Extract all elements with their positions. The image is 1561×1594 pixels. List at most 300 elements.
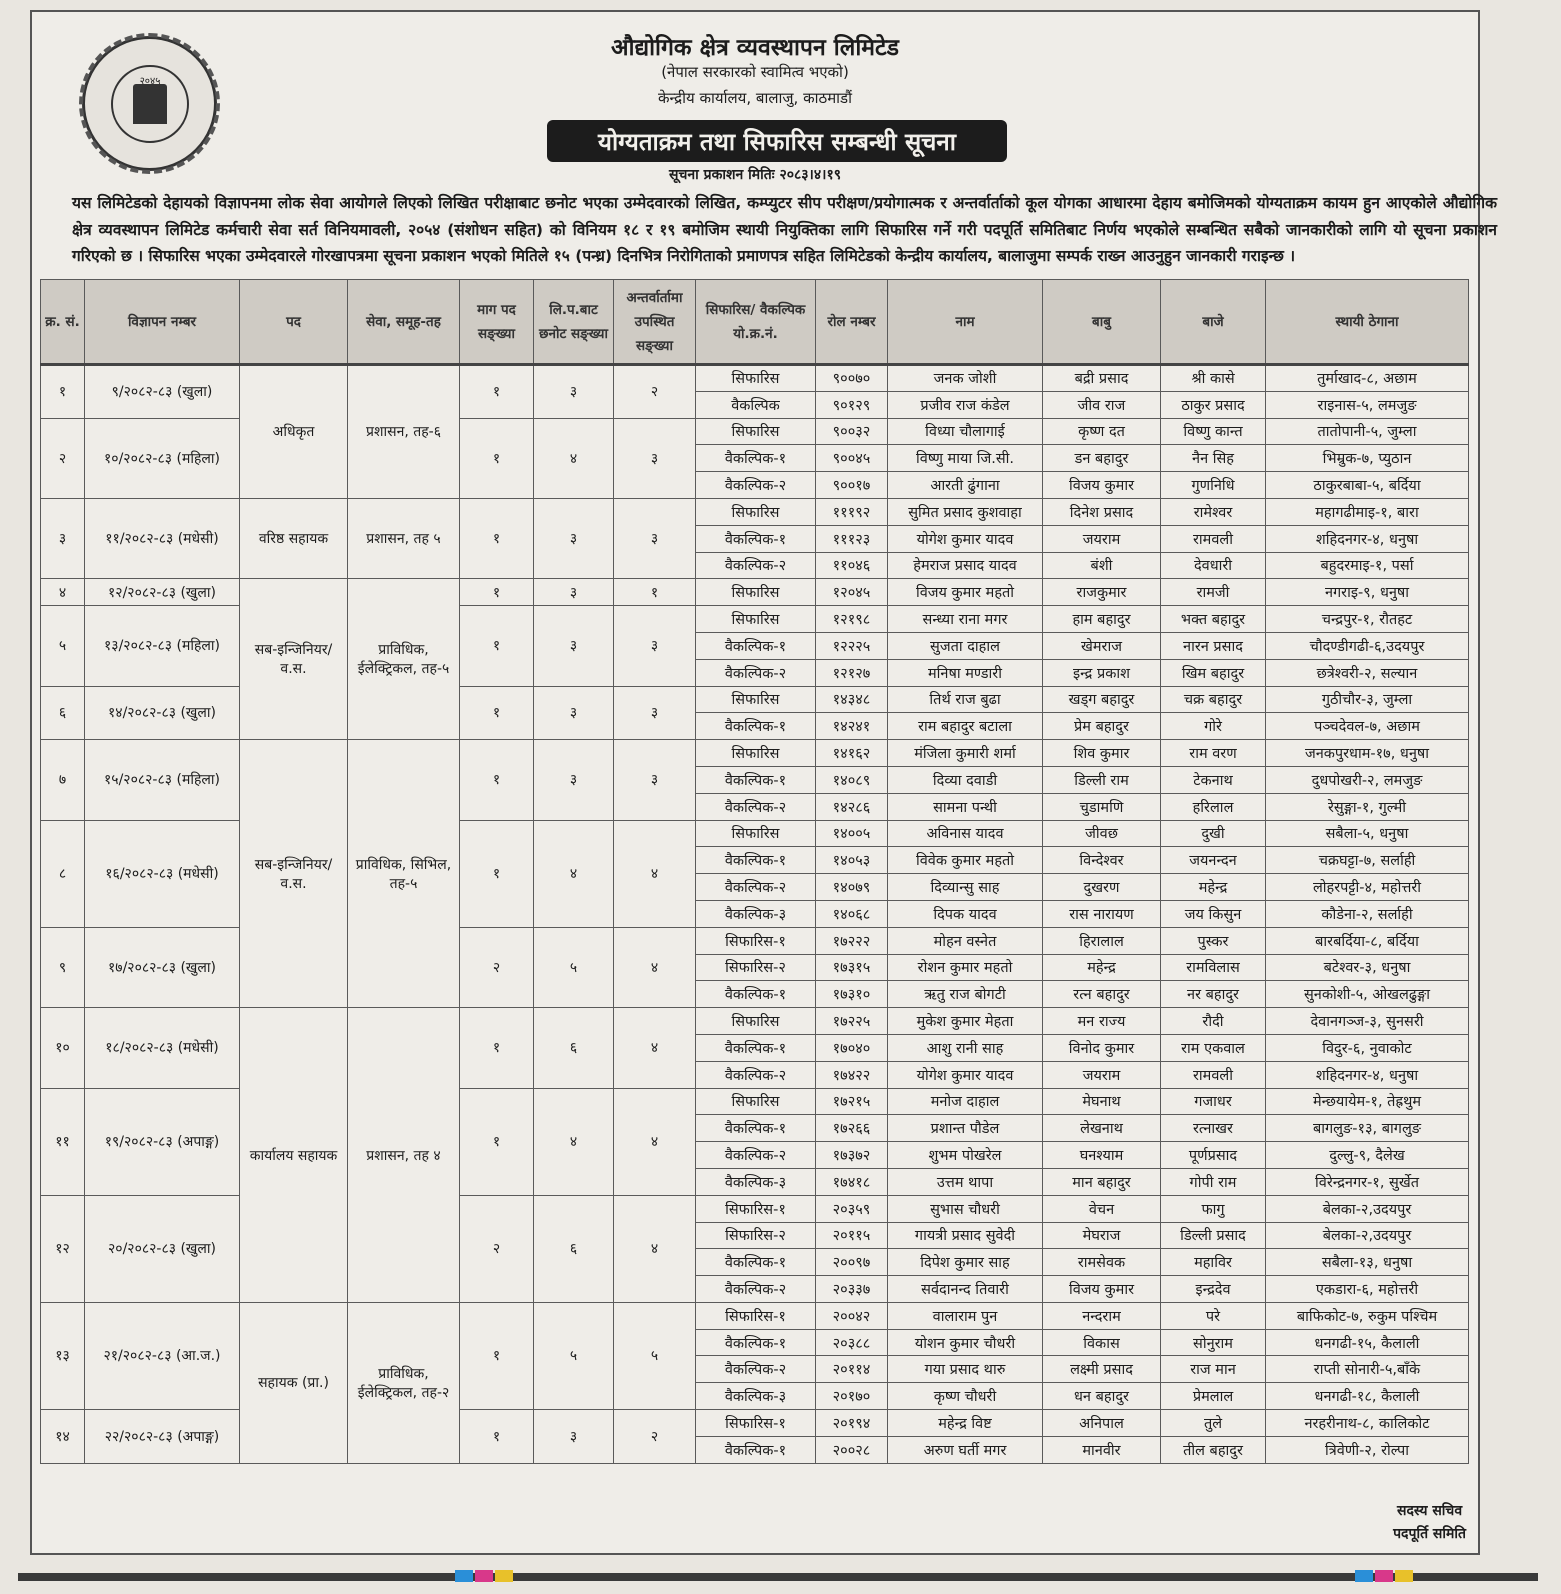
candidate-address: दुल्लु-९, दैलेख bbox=[1266, 1142, 1469, 1169]
intro-paragraph: यस लिमिटेडको देहायको विज्ञापनमा लोक सेवा आयोगले लिएको लिखित परीक्षाबाट छनोट भएका उम्मेदवारको लिखित, कम्प्युटर सीप परीक्षण/प्रयोगात्मक र अन्तर्वार्ताको कूल योगका आधारमा देहाय बमोजिमको योग्यताक्रम कायम हुन आएकोले औद्योगिक क्षेत्र व्यवस्थापन लिमिटेड कर्मचारी सेवा सर्त विनियमावली, २०५४ (संशोधन सहित) को विनियम १८ र १९ बमोजिम स्थायी नियुक्तिका लागि सिफारिस गर्ने गरी पदपूर्ति समितिबाट निर्णय भएकोले सम्बन्धित सबैको जानकारीको लागि यो सूचना प्रकाशन गरिएको छ । सिफारिस भएका उम्मेदवारले गोरखापत्रमा सूचना प्रकाशन भएको मितिले १५ (पन्ध्र) दिनभित्र निरोगिताको प्रमाणपत्र सहित लिमिटेडको केन्द्रीय कार्यालय, बालाजुमा सम्पर्क राख्न आउनुहुन जानकारी गराइन्छ । bbox=[72, 194, 1497, 265]
candidate-roll: २००४२ bbox=[816, 1302, 888, 1329]
candidate-address: दुधपोखरी-२, लमजुङ bbox=[1266, 766, 1469, 793]
candidate-type: वैकल्पिक-२ bbox=[696, 552, 816, 579]
candidate-father: मेघनाथ bbox=[1043, 1088, 1161, 1115]
candidate-name: तिर्थ राज बुढा bbox=[888, 686, 1043, 713]
advertisement-number: १९/२०८२-८३ (अपाङ्ग) bbox=[85, 1088, 240, 1195]
candidate-grandfather: राज मान bbox=[1161, 1356, 1266, 1383]
candidate-name: योगेश कुमार यादव bbox=[888, 525, 1043, 552]
candidate-type: वैकल्पिक bbox=[696, 391, 816, 418]
candidate-father: खेमराज bbox=[1043, 632, 1161, 659]
candidate-roll: १७२२५ bbox=[816, 1008, 888, 1035]
candidate-name: मुकेश कुमार मेहता bbox=[888, 1008, 1043, 1035]
service-group-level: प्राविधिक, ईलेक्ट्रिकल, तह-५ bbox=[348, 579, 460, 740]
candidate-father: विनोद कुमार bbox=[1043, 1034, 1161, 1061]
demand-count: १ bbox=[460, 1302, 534, 1409]
candidate-address: बारबर्दिया-८, बर्दिया bbox=[1266, 927, 1469, 954]
candidate-roll: ९०१२९ bbox=[816, 391, 888, 418]
post-name: सब-इन्जिनियर/व.स. bbox=[240, 740, 348, 1008]
demand-count: १ bbox=[460, 365, 534, 419]
candidate-name: विष्णु माया जि.सी. bbox=[888, 445, 1043, 472]
interview-present-count: ४ bbox=[614, 927, 696, 1007]
candidate-name: आशु रानी साह bbox=[888, 1034, 1043, 1061]
candidate-grandfather: महेन्द्र bbox=[1161, 874, 1266, 901]
interview-present-count: ३ bbox=[614, 498, 696, 578]
candidate-name: दिपेश कुमार साह bbox=[888, 1249, 1043, 1276]
advertisement-number: १०/२०८२-८३ (महिला) bbox=[85, 418, 240, 498]
service-group-level: प्रशासन, तह ५ bbox=[348, 498, 460, 578]
col-header-selected: लि.प.बाट छनोट सङ्ख्या bbox=[534, 280, 614, 365]
candidate-type: वैकल्पिक-३ bbox=[696, 1383, 816, 1410]
candidate-type: वैकल्पिक-२ bbox=[696, 659, 816, 686]
candidate-grandfather: खिम बहादुर bbox=[1161, 659, 1266, 686]
candidate-address: गुठीचौर-३, जुम्ला bbox=[1266, 686, 1469, 713]
candidate-grandfather: रामजी bbox=[1161, 579, 1266, 606]
candidate-address: लोहरपट्टी-४, महोत्तरी bbox=[1266, 874, 1469, 901]
candidate-grandfather: नारन प्रसाद bbox=[1161, 632, 1266, 659]
advertisement-number: १७/२०८२-८३ (खुला) bbox=[85, 927, 240, 1007]
advertisement-number: ९/२०८२-८३ (खुला) bbox=[85, 365, 240, 419]
candidate-roll: ९००४५ bbox=[816, 445, 888, 472]
candidate-address: सुनकोशी-५, ओखलढुङ्गा bbox=[1266, 981, 1469, 1008]
candidate-father: खड्ग बहादुर bbox=[1043, 686, 1161, 713]
candidate-address: एकडारा-६, महोत्तरी bbox=[1266, 1276, 1469, 1303]
candidate-father: हिरालाल bbox=[1043, 927, 1161, 954]
interview-present-count: ५ bbox=[614, 1302, 696, 1409]
candidate-name: अविनास यादव bbox=[888, 820, 1043, 847]
candidate-type: सिफारिस bbox=[696, 418, 816, 445]
advertisement-number: ११/२०८२-८३ (मधेसी) bbox=[85, 498, 240, 578]
selected-count: ६ bbox=[534, 1195, 614, 1302]
candidate-type: सिफारिस-१ bbox=[696, 1302, 816, 1329]
serial-number: १४ bbox=[41, 1410, 85, 1464]
candidate-father: मन राज्य bbox=[1043, 1008, 1161, 1035]
candidate-father: रत्न बहादुर bbox=[1043, 981, 1161, 1008]
selected-count: ३ bbox=[534, 1410, 614, 1464]
candidate-name: मंजिला कुमारी शर्मा bbox=[888, 740, 1043, 767]
candidate-type: वैकल्पिक-२ bbox=[696, 874, 816, 901]
candidate-roll: २०११५ bbox=[816, 1222, 888, 1249]
candidate-father: राजकुमार bbox=[1043, 579, 1161, 606]
candidate-father: मेघराज bbox=[1043, 1222, 1161, 1249]
table-row bbox=[41, 1302, 1469, 1329]
post-name: सब-इन्जिनियर/व.स. bbox=[240, 579, 348, 740]
signature-committee: पदपूर्ति समिति bbox=[1393, 1526, 1466, 1542]
candidate-address: नगराइ-९, धनुषा bbox=[1266, 579, 1469, 606]
table-row bbox=[41, 498, 1469, 525]
candidate-address: बहुदरमाइ-१, पर्सा bbox=[1266, 552, 1469, 579]
serial-number: ३ bbox=[41, 498, 85, 578]
candidate-address: शहिदनगर-४, धनुषा bbox=[1266, 525, 1469, 552]
serial-number: ८ bbox=[41, 820, 85, 927]
candidate-roll: १७३७२ bbox=[816, 1142, 888, 1169]
serial-number: ११ bbox=[41, 1088, 85, 1195]
ownership-line: (नेपाल सरकारको स्वामित्व भएको) bbox=[661, 63, 849, 81]
candidate-roll: १७४१८ bbox=[816, 1168, 888, 1195]
candidate-name: प्रशान्त पौडेल bbox=[888, 1115, 1043, 1142]
candidate-grandfather: भक्त बहादुर bbox=[1161, 606, 1266, 633]
candidate-roll: १४२८६ bbox=[816, 793, 888, 820]
candidate-roll: २०११४ bbox=[816, 1356, 888, 1383]
candidate-name: विध्या चौलागाई bbox=[888, 418, 1043, 445]
col-header-type: सिफारिस/ वैकल्पिक यो.क्र.नं. bbox=[696, 280, 816, 365]
col-header-grandfather: बाजे bbox=[1161, 280, 1266, 365]
candidate-address: धनगढी-१८, कैलाली bbox=[1266, 1383, 1469, 1410]
candidate-name: योगेश कुमार यादव bbox=[888, 1061, 1043, 1088]
advertisement-number: १६/२०८२-८३ (मधेसी) bbox=[85, 820, 240, 927]
candidate-roll: १४२४१ bbox=[816, 713, 888, 740]
candidate-roll: १२०४५ bbox=[816, 579, 888, 606]
candidate-name: मनोज दाहाल bbox=[888, 1088, 1043, 1115]
candidate-grandfather: दुखी bbox=[1161, 820, 1266, 847]
candidate-grandfather: रत्नाखर bbox=[1161, 1115, 1266, 1142]
candidate-name: वालाराम पुन bbox=[888, 1302, 1043, 1329]
candidate-grandfather: फागु bbox=[1161, 1195, 1266, 1222]
candidate-roll: १२१२७ bbox=[816, 659, 888, 686]
candidate-father: जयराम bbox=[1043, 1061, 1161, 1088]
candidate-roll: १४०७९ bbox=[816, 874, 888, 901]
candidate-name: राम बहादुर बटाला bbox=[888, 713, 1043, 740]
office-address: केन्द्रीय कार्यालय, बालाजु, काठमाडौं bbox=[658, 89, 852, 107]
candidate-grandfather: इन्द्रदेव bbox=[1161, 1276, 1266, 1303]
candidate-father: रास नारायण bbox=[1043, 900, 1161, 927]
candidate-type: सिफारिस bbox=[696, 820, 816, 847]
selected-count: ४ bbox=[534, 1088, 614, 1195]
candidate-grandfather: गजाधर bbox=[1161, 1088, 1266, 1115]
candidate-name: शुभम पोखरेल bbox=[888, 1142, 1043, 1169]
col-header-demand: माग पद सङ्ख्या bbox=[460, 280, 534, 365]
interview-present-count: १ bbox=[614, 579, 696, 606]
candidate-roll: ११०४६ bbox=[816, 552, 888, 579]
candidate-father: शिव कुमार bbox=[1043, 740, 1161, 767]
candidate-address: राइनास-५, लमजुङ bbox=[1266, 391, 1469, 418]
advertisement-number: १८/२०८२-८३ (मधेसी) bbox=[85, 1008, 240, 1088]
candidate-type: वैकल्पिक-१ bbox=[696, 445, 816, 472]
logo-year: २०४५ bbox=[139, 76, 161, 87]
selected-count: ३ bbox=[534, 606, 614, 686]
candidate-address: बटेश्वर-३, धनुषा bbox=[1266, 954, 1469, 981]
candidate-roll: ९००३२ bbox=[816, 418, 888, 445]
candidate-roll: २०१९४ bbox=[816, 1410, 888, 1437]
candidate-grandfather: देवधारी bbox=[1161, 552, 1266, 579]
candidate-name: दिव्या दवाडी bbox=[888, 766, 1043, 793]
service-group-level: प्रशासन, तह-६ bbox=[348, 365, 460, 499]
serial-number: १० bbox=[41, 1008, 85, 1088]
selected-count: ५ bbox=[534, 1302, 614, 1409]
candidate-roll: २००९७ bbox=[816, 1249, 888, 1276]
candidate-name: सन्ध्या राना मगर bbox=[888, 606, 1043, 633]
candidate-address: त्रिवेणी-२, रोल्पा bbox=[1266, 1436, 1469, 1463]
demand-count: १ bbox=[460, 579, 534, 606]
candidate-father: दिनेश प्रसाद bbox=[1043, 498, 1161, 525]
service-group-level: प्राविधिक, ईलेक्ट्रिकल, तह-२ bbox=[348, 1302, 460, 1463]
candidate-grandfather: महाविर bbox=[1161, 1249, 1266, 1276]
candidate-grandfather: पुस्कर bbox=[1161, 927, 1266, 954]
candidate-father: मानवीर bbox=[1043, 1436, 1161, 1463]
notice-title: योग्यताक्रम तथा सिफारिस सम्बन्धी सूचना bbox=[547, 120, 1007, 162]
candidate-address: महागढीमाइ-१, बारा bbox=[1266, 498, 1469, 525]
table-row bbox=[41, 1008, 1469, 1035]
selected-count: ४ bbox=[534, 820, 614, 927]
candidate-address: विदुर-६, नुवाकोट bbox=[1266, 1034, 1469, 1061]
candidate-type: सिफारिस bbox=[696, 606, 816, 633]
candidate-type: वैकल्पिक-१ bbox=[696, 525, 816, 552]
candidate-grandfather: गोरे bbox=[1161, 713, 1266, 740]
candidate-type: वैकल्पिक-२ bbox=[696, 1142, 816, 1169]
candidate-address: पञ्चदेवल-७, अछाम bbox=[1266, 713, 1469, 740]
candidate-address: सबैला-१३, धनुषा bbox=[1266, 1249, 1469, 1276]
candidate-address: कौडेना-२, सर्लाही bbox=[1266, 900, 1469, 927]
candidate-father: डिल्ली राम bbox=[1043, 766, 1161, 793]
candidate-type: सिफारिस-१ bbox=[696, 1410, 816, 1437]
candidate-roll: १४०८९ bbox=[816, 766, 888, 793]
candidate-address: राप्ती सोनारी-५,बाँके bbox=[1266, 1356, 1469, 1383]
organization-name: औद्योगिक क्षेत्र व्यवस्थापन लिमिटेड bbox=[611, 34, 899, 61]
candidate-type: सिफारिस bbox=[696, 579, 816, 606]
candidate-roll: १७०४० bbox=[816, 1034, 888, 1061]
candidate-name: मनिषा मण्डारी bbox=[888, 659, 1043, 686]
candidate-grandfather: प्रेमलाल bbox=[1161, 1383, 1266, 1410]
col-header-sno: क्र. सं. bbox=[41, 280, 85, 365]
candidate-name: मोहन वस्नेत bbox=[888, 927, 1043, 954]
demand-count: १ bbox=[460, 1410, 534, 1464]
candidate-address: रेसुङ्गा-१, गुल्मी bbox=[1266, 793, 1469, 820]
interview-present-count: ४ bbox=[614, 1088, 696, 1195]
candidate-type: वैकल्पिक-१ bbox=[696, 1329, 816, 1356]
color-chip-magenta bbox=[475, 1570, 493, 1582]
candidate-name: अरुण घर्ती मगर bbox=[888, 1436, 1043, 1463]
table-row bbox=[41, 365, 1469, 392]
candidate-name: दिव्यान्सु साह bbox=[888, 874, 1043, 901]
selected-count: ६ bbox=[534, 1008, 614, 1088]
candidate-address: छत्रेश्वरी-२, सल्यान bbox=[1266, 659, 1469, 686]
candidate-grandfather: रौदी bbox=[1161, 1008, 1266, 1035]
post-name: सहायक (प्रा.) bbox=[240, 1302, 348, 1463]
candidate-name: आरती ढुंगाना bbox=[888, 472, 1043, 499]
candidate-roll: २०३८८ bbox=[816, 1329, 888, 1356]
candidate-father: वेचन bbox=[1043, 1195, 1161, 1222]
col-header-post: पद bbox=[240, 280, 348, 365]
candidate-father: जयराम bbox=[1043, 525, 1161, 552]
candidate-address: बेलका-२,उदयपुर bbox=[1266, 1195, 1469, 1222]
candidate-father: मान बहादुर bbox=[1043, 1168, 1161, 1195]
candidate-address: चक्रघट्टा-७, सर्लाही bbox=[1266, 847, 1469, 874]
merit-list-table-wrap bbox=[40, 279, 1468, 1464]
post-name: अधिकृत bbox=[240, 365, 348, 499]
color-chip-yellow bbox=[495, 1570, 513, 1582]
candidate-address: मेन्छयायेम-१, तेह्रथुम bbox=[1266, 1088, 1469, 1115]
table-body bbox=[41, 365, 1469, 1464]
candidate-type: सिफारिस-१ bbox=[696, 1195, 816, 1222]
candidate-roll: १२१९८ bbox=[816, 606, 888, 633]
advertisement-number: १३/२०८२-८३ (महिला) bbox=[85, 606, 240, 686]
candidate-roll: २०३५९ bbox=[816, 1195, 888, 1222]
candidate-name: विजय कुमार महतो bbox=[888, 579, 1043, 606]
candidate-father: रामसेवक bbox=[1043, 1249, 1161, 1276]
candidate-roll: १४१६२ bbox=[816, 740, 888, 767]
candidate-father: विजय कुमार bbox=[1043, 1276, 1161, 1303]
candidate-name: ऋतु राज बोगटी bbox=[888, 981, 1043, 1008]
candidate-roll: ९००७० bbox=[816, 365, 888, 392]
candidate-father: विजय कुमार bbox=[1043, 472, 1161, 499]
post-name: वरिष्ठ सहायक bbox=[240, 498, 348, 578]
candidate-roll: १७३१० bbox=[816, 981, 888, 1008]
merit-list-table bbox=[40, 279, 1469, 1464]
advertisement-number: १४/२०८२-८३ (खुला) bbox=[85, 686, 240, 740]
candidate-name: गायत्री प्रसाद सुवेदी bbox=[888, 1222, 1043, 1249]
publication-date bbox=[32, 165, 1478, 184]
advertisement-number: २१/२०८२-८३ (आ.ज.) bbox=[85, 1302, 240, 1409]
candidate-address: चन्द्रपुर-१, रौतहट bbox=[1266, 606, 1469, 633]
candidate-name: महेन्द्र विष्ट bbox=[888, 1410, 1043, 1437]
interview-present-count: ३ bbox=[614, 606, 696, 686]
serial-number: १ bbox=[41, 365, 85, 419]
candidate-type: सिफारिस bbox=[696, 740, 816, 767]
candidate-type: वैकल्पिक-३ bbox=[696, 900, 816, 927]
col-header-adv: विज्ञापन नम्बर bbox=[85, 280, 240, 365]
candidate-father: कृष्ण दत bbox=[1043, 418, 1161, 445]
candidate-address: तातोपानी-५, जुम्ला bbox=[1266, 418, 1469, 445]
candidate-type: सिफारिस bbox=[696, 498, 816, 525]
candidate-address: धनगढी-१५, कैलाली bbox=[1266, 1329, 1469, 1356]
demand-count: १ bbox=[460, 740, 534, 820]
candidate-address: ठाकुरबाबा-५, बर्दिया bbox=[1266, 472, 1469, 499]
candidate-grandfather: तील बहादुर bbox=[1161, 1436, 1266, 1463]
demand-count: १ bbox=[460, 1088, 534, 1195]
candidate-type: सिफारिस-२ bbox=[696, 1222, 816, 1249]
candidate-type: वैकल्पिक-१ bbox=[696, 847, 816, 874]
signature-title: सदस्य सचिव bbox=[1397, 1503, 1463, 1519]
serial-number: ९ bbox=[41, 927, 85, 1007]
selected-count: ५ bbox=[534, 927, 614, 1007]
candidate-roll: २०३३७ bbox=[816, 1276, 888, 1303]
candidate-name: उत्तम थापा bbox=[888, 1168, 1043, 1195]
candidate-father: इन्द्र प्रकाश bbox=[1043, 659, 1161, 686]
candidate-roll: १७२६६ bbox=[816, 1115, 888, 1142]
candidate-name: सुमित प्रसाद कुशवाहा bbox=[888, 498, 1043, 525]
candidate-roll: १७४२२ bbox=[816, 1061, 888, 1088]
candidate-roll: २००२८ bbox=[816, 1436, 888, 1463]
candidate-roll: १४३४८ bbox=[816, 686, 888, 713]
candidate-address: भिम्रुक-७, प्युठान bbox=[1266, 445, 1469, 472]
candidate-roll: १७२२२ bbox=[816, 927, 888, 954]
candidate-grandfather: ठाकुर प्रसाद bbox=[1161, 391, 1266, 418]
candidate-grandfather: श्री कासे bbox=[1161, 365, 1266, 392]
candidate-roll: १११२३ bbox=[816, 525, 888, 552]
interview-present-count: २ bbox=[614, 1410, 696, 1464]
interview-present-count: ४ bbox=[614, 1195, 696, 1302]
table-header-row bbox=[41, 280, 1469, 365]
candidate-type: वैकल्पिक-२ bbox=[696, 1276, 816, 1303]
interview-present-count: २ bbox=[614, 365, 696, 419]
candidate-name: कृष्ण चौधरी bbox=[888, 1383, 1043, 1410]
print-color-bar bbox=[18, 1573, 1538, 1581]
candidate-name: जनक जोशी bbox=[888, 365, 1043, 392]
candidate-father: डन बहादुर bbox=[1043, 445, 1161, 472]
col-header-roll: रोल नम्बर bbox=[816, 280, 888, 365]
candidate-grandfather: रामेश्वर bbox=[1161, 498, 1266, 525]
candidate-type: वैकल्पिक-२ bbox=[696, 472, 816, 499]
candidate-type: वैकल्पिक-२ bbox=[696, 1356, 816, 1383]
candidate-roll: १४०५३ bbox=[816, 847, 888, 874]
candidate-grandfather: रामवली bbox=[1161, 1061, 1266, 1088]
candidate-father: बद्री प्रसाद bbox=[1043, 365, 1161, 392]
candidate-name: सुजता दाहाल bbox=[888, 632, 1043, 659]
candidate-father: प्रेम बहादुर bbox=[1043, 713, 1161, 740]
col-header-service: सेवा, समूह-तह bbox=[348, 280, 460, 365]
demand-count: २ bbox=[460, 927, 534, 1007]
candidate-address: देवानगञ्ज-३, सुनसरी bbox=[1266, 1008, 1469, 1035]
candidate-address: नरहरीनाथ-८, कालिकोट bbox=[1266, 1410, 1469, 1437]
candidate-name: दिपक यादव bbox=[888, 900, 1043, 927]
color-chip-cyan bbox=[1355, 1570, 1373, 1582]
candidate-grandfather: परे bbox=[1161, 1302, 1266, 1329]
candidate-type: सिफारिस-२ bbox=[696, 954, 816, 981]
candidate-address: तुर्माखाद-८, अछाम bbox=[1266, 365, 1469, 392]
serial-number: ४ bbox=[41, 579, 85, 606]
candidate-name: हेमराज प्रसाद यादव bbox=[888, 552, 1043, 579]
serial-number: ७ bbox=[41, 740, 85, 820]
candidate-father: घनश्याम bbox=[1043, 1142, 1161, 1169]
candidate-grandfather: सोनुराम bbox=[1161, 1329, 1266, 1356]
service-group-level: प्राविधिक, सिभिल, तह-५ bbox=[348, 740, 460, 1008]
col-header-father: बाबु bbox=[1043, 280, 1161, 365]
candidate-type: वैकल्पिक-१ bbox=[696, 1436, 816, 1463]
advertisement-number: २०/२०८२-८३ (खुला) bbox=[85, 1195, 240, 1302]
candidate-roll: १४००५ bbox=[816, 820, 888, 847]
candidate-name: प्रजीव राज कंडेल bbox=[888, 391, 1043, 418]
interview-present-count: ३ bbox=[614, 686, 696, 740]
selected-count: ३ bbox=[534, 579, 614, 606]
candidate-grandfather: टेकनाथ bbox=[1161, 766, 1266, 793]
candidate-roll: १११९२ bbox=[816, 498, 888, 525]
candidate-type: सिफारिस-१ bbox=[696, 927, 816, 954]
candidate-address: बागलुङ-१३, बागलुङ bbox=[1266, 1115, 1469, 1142]
selected-count: ४ bbox=[534, 418, 614, 498]
candidate-address: जनकपुरधाम-१७, धनुषा bbox=[1266, 740, 1469, 767]
candidate-name: योशन कुमार चौधरी bbox=[888, 1329, 1043, 1356]
candidate-father: धन बहादुर bbox=[1043, 1383, 1161, 1410]
advertisement-number: २२/२०८२-८३ (अपाङ्ग) bbox=[85, 1410, 240, 1464]
candidate-roll: २०१७० bbox=[816, 1383, 888, 1410]
candidate-father: जीव राज bbox=[1043, 391, 1161, 418]
candidate-grandfather: डिल्ली प्रसाद bbox=[1161, 1222, 1266, 1249]
demand-count: १ bbox=[460, 606, 534, 686]
serial-number: २ bbox=[41, 418, 85, 498]
selected-count: ३ bbox=[534, 686, 614, 740]
demand-count: १ bbox=[460, 418, 534, 498]
candidate-grandfather: राम वरण bbox=[1161, 740, 1266, 767]
candidate-name: रोशन कुमार महतो bbox=[888, 954, 1043, 981]
candidate-grandfather: गोपी राम bbox=[1161, 1168, 1266, 1195]
serial-number: १२ bbox=[41, 1195, 85, 1302]
selected-count: ३ bbox=[534, 498, 614, 578]
candidate-type: सिफारिस bbox=[696, 1088, 816, 1115]
candidate-father: लेखनाथ bbox=[1043, 1115, 1161, 1142]
demand-count: २ bbox=[460, 1195, 534, 1302]
serial-number: ६ bbox=[41, 686, 85, 740]
candidate-grandfather: रामवली bbox=[1161, 525, 1266, 552]
candidate-grandfather: राम एकवाल bbox=[1161, 1034, 1266, 1061]
table-row bbox=[41, 740, 1469, 767]
candidate-grandfather: नर बहादुर bbox=[1161, 981, 1266, 1008]
interview-present-count: ३ bbox=[614, 740, 696, 820]
demand-count: १ bbox=[460, 1008, 534, 1088]
candidate-roll: १७३१५ bbox=[816, 954, 888, 981]
candidate-type: वैकल्पिक-१ bbox=[696, 981, 816, 1008]
candidate-name: विवेक कुमार महतो bbox=[888, 847, 1043, 874]
candidate-name: सुभास चौधरी bbox=[888, 1195, 1043, 1222]
